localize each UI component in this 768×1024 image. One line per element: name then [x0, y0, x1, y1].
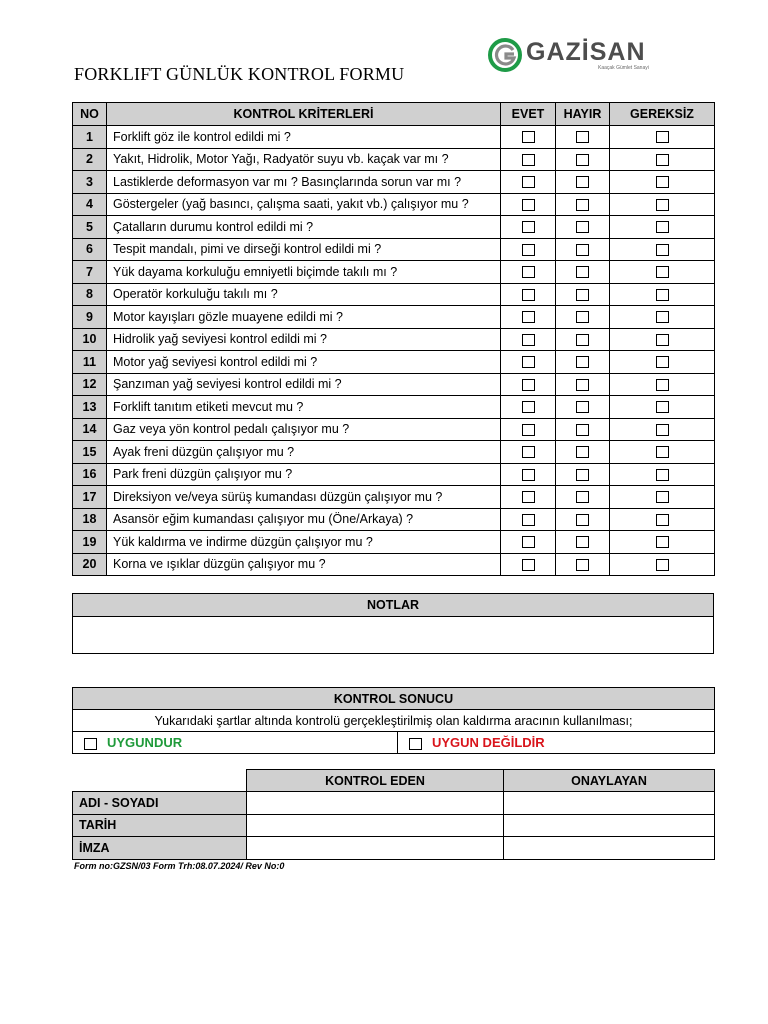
- row-question: Forklift tanıtım etiketi mevcut mu ?: [107, 396, 501, 419]
- no-checkbox[interactable]: [576, 334, 589, 346]
- row-no-cell: [556, 531, 610, 554]
- not-needed-checkbox[interactable]: [656, 311, 669, 323]
- yes-checkbox[interactable]: [522, 514, 535, 526]
- row-na-cell: [610, 486, 715, 509]
- yes-checkbox[interactable]: [522, 401, 535, 413]
- not-needed-checkbox[interactable]: [656, 536, 669, 548]
- row-question: Forklift göz ile kontrol edildi mi ?: [107, 126, 501, 149]
- row-yes-cell: [501, 238, 556, 261]
- row-na-cell: [610, 441, 715, 464]
- row-number: 16: [73, 463, 107, 486]
- no-checkbox[interactable]: [576, 446, 589, 458]
- ok-checkbox[interactable]: [84, 738, 97, 750]
- checklist-row: [73, 396, 715, 419]
- row-yes-cell: [501, 486, 556, 509]
- row-question: Korna ve ışıklar düzgün çalışıyor mu ?: [107, 553, 501, 576]
- row-na-cell: [610, 238, 715, 261]
- row-no-cell: [556, 238, 610, 261]
- row-no-cell: [556, 486, 610, 509]
- checklist-row: [73, 373, 715, 396]
- result-table: [72, 687, 715, 754]
- checklist-row: [73, 306, 715, 329]
- row-question: Asansör eğim kumandası çalışıyor mu (Öne/Arkaya) ?: [107, 508, 501, 531]
- yes-checkbox[interactable]: [522, 199, 535, 211]
- row-yes-cell: [501, 531, 556, 554]
- row-number: 2: [73, 148, 107, 171]
- row-yes-cell: [501, 396, 556, 419]
- no-checkbox[interactable]: [576, 244, 589, 256]
- row-question: Yük dayama korkuluğu emniyetli biçimde takılı mı ?: [107, 261, 501, 284]
- row-number: 20: [73, 553, 107, 576]
- signature-table: [72, 769, 715, 860]
- row-no-cell: [556, 216, 610, 239]
- row-number: 6: [73, 238, 107, 261]
- no-checkbox[interactable]: [576, 221, 589, 233]
- row-number: 4: [73, 193, 107, 216]
- no-checkbox[interactable]: [576, 536, 589, 548]
- not-needed-checkbox[interactable]: [656, 289, 669, 301]
- no-checkbox[interactable]: [576, 131, 589, 143]
- row-na-cell: [610, 373, 715, 396]
- row-number: 7: [73, 261, 107, 284]
- row-question: Yük kaldırma ve indirme düzgün çalışıyor mu ?: [107, 531, 501, 554]
- yes-checkbox[interactable]: [522, 266, 535, 278]
- checklist-row: [73, 171, 715, 194]
- no-checkbox[interactable]: [576, 469, 589, 481]
- row-number: 11: [73, 351, 107, 374]
- row-question: Ayak freni düzgün çalışıyor mu ?: [107, 441, 501, 464]
- result-header: KONTROL SONUCU: [73, 688, 715, 710]
- inspector-header: KONTROL EDEN: [247, 770, 504, 792]
- approver-date-field[interactable]: [504, 814, 715, 837]
- row-question: Göstergeler (yağ basıncı, çalışma saati, yakıt vb.) çalışıyor mu ?: [107, 193, 501, 216]
- ok-label: UYGUNDUR: [107, 735, 183, 750]
- yes-checkbox[interactable]: [522, 221, 535, 233]
- yes-checkbox[interactable]: [522, 289, 535, 301]
- row-no-cell: [556, 283, 610, 306]
- row-number: 17: [73, 486, 107, 509]
- row-na-cell: [610, 508, 715, 531]
- row-na-cell: [610, 193, 715, 216]
- logo-tagline: Kaaçak Gümlet Sanayi: [598, 65, 649, 71]
- row-yes-cell: [501, 463, 556, 486]
- col-header-yes: EVET: [501, 103, 556, 126]
- checklist-table: [72, 102, 715, 576]
- row-yes-cell: [501, 328, 556, 351]
- row-number: 19: [73, 531, 107, 554]
- not-needed-checkbox[interactable]: [656, 244, 669, 256]
- yes-checkbox[interactable]: [522, 356, 535, 368]
- row-question: Çatalların durumu kontrol edildi mi ?: [107, 216, 501, 239]
- approver-signature-field[interactable]: [504, 837, 715, 860]
- row-no-cell: [556, 261, 610, 284]
- checklist-row: [73, 508, 715, 531]
- not-needed-checkbox[interactable]: [656, 176, 669, 188]
- row-no-cell: [556, 441, 610, 464]
- not-ok-label: UYGUN DEĞİLDİR: [432, 735, 545, 750]
- row-no-cell: [556, 553, 610, 576]
- yes-checkbox[interactable]: [522, 131, 535, 143]
- row-number: 18: [73, 508, 107, 531]
- no-checkbox[interactable]: [576, 266, 589, 278]
- row-yes-cell: [501, 148, 556, 171]
- no-checkbox[interactable]: [576, 491, 589, 503]
- checklist-row: [73, 328, 715, 351]
- form-footer: Form no:GZSN/03 Form Trh:08.07.2024/ Rev No:0: [74, 861, 285, 871]
- checklist-row: [73, 283, 715, 306]
- no-checkbox[interactable]: [576, 154, 589, 166]
- row-yes-cell: [501, 283, 556, 306]
- row-number: 15: [73, 441, 107, 464]
- not-needed-checkbox[interactable]: [656, 379, 669, 391]
- row-question: Şanzıman yağ seviyesi kontrol edildi mi ?: [107, 373, 501, 396]
- yes-checkbox[interactable]: [522, 379, 535, 391]
- not-needed-checkbox[interactable]: [656, 424, 669, 436]
- no-checkbox[interactable]: [576, 424, 589, 436]
- row-no-cell: [556, 351, 610, 374]
- yes-checkbox[interactable]: [522, 311, 535, 323]
- yes-checkbox[interactable]: [522, 154, 535, 166]
- yes-checkbox[interactable]: [522, 334, 535, 346]
- not-needed-checkbox[interactable]: [656, 469, 669, 481]
- inspector-date-field[interactable]: [247, 814, 504, 837]
- row-question: Hidrolik yağ seviyesi kontrol edildi mi ?: [107, 328, 501, 351]
- row-number: 13: [73, 396, 107, 419]
- row-no-cell: [556, 328, 610, 351]
- row-yes-cell: [501, 193, 556, 216]
- checklist-row: [73, 553, 715, 576]
- no-checkbox[interactable]: [576, 559, 589, 571]
- row-number: 9: [73, 306, 107, 329]
- checklist-row: [73, 193, 715, 216]
- row-no-cell: [556, 148, 610, 171]
- row-na-cell: [610, 283, 715, 306]
- no-checkbox[interactable]: [576, 176, 589, 188]
- signature-label: İMZA: [73, 837, 247, 860]
- row-question: Motor kayışları gözle muayene edildi mi ?: [107, 306, 501, 329]
- row-question: Motor yağ seviyesi kontrol edildi mi ?: [107, 351, 501, 374]
- row-number: 5: [73, 216, 107, 239]
- no-checkbox[interactable]: [576, 514, 589, 526]
- row-na-cell: [610, 261, 715, 284]
- checklist-row: [73, 216, 715, 239]
- row-no-cell: [556, 373, 610, 396]
- row-na-cell: [610, 126, 715, 149]
- row-yes-cell: [501, 261, 556, 284]
- row-no-cell: [556, 193, 610, 216]
- checklist-row: [73, 486, 715, 509]
- row-yes-cell: [501, 373, 556, 396]
- not-needed-checkbox[interactable]: [656, 154, 669, 166]
- no-checkbox[interactable]: [576, 356, 589, 368]
- checklist-row: [73, 126, 715, 149]
- row-no-cell: [556, 463, 610, 486]
- row-number: 12: [73, 373, 107, 396]
- row-number: 10: [73, 328, 107, 351]
- result-option-not-ok: [398, 732, 715, 754]
- no-checkbox[interactable]: [576, 289, 589, 301]
- row-number: 1: [73, 126, 107, 149]
- row-na-cell: [610, 396, 715, 419]
- checklist-header-row: [73, 103, 715, 126]
- not-needed-checkbox[interactable]: [656, 221, 669, 233]
- checklist-row: [73, 238, 715, 261]
- not-needed-checkbox[interactable]: [656, 334, 669, 346]
- row-number: 14: [73, 418, 107, 441]
- not-needed-checkbox[interactable]: [656, 559, 669, 571]
- notes-header: NOTLAR: [73, 594, 714, 617]
- checklist-row: [73, 531, 715, 554]
- col-header-not-needed: GEREKSİZ: [610, 103, 715, 126]
- notes-table: [72, 593, 714, 654]
- row-yes-cell: [501, 216, 556, 239]
- row-na-cell: [610, 216, 715, 239]
- name-label: ADI - SOYADI: [73, 792, 247, 815]
- row-yes-cell: [501, 553, 556, 576]
- signature-corner: [73, 770, 247, 792]
- not-needed-checkbox[interactable]: [656, 199, 669, 211]
- row-no-cell: [556, 418, 610, 441]
- no-checkbox[interactable]: [576, 401, 589, 413]
- row-number: 8: [73, 283, 107, 306]
- yes-checkbox[interactable]: [522, 424, 535, 436]
- no-checkbox[interactable]: [576, 199, 589, 211]
- checklist-row: [73, 148, 715, 171]
- no-checkbox[interactable]: [576, 379, 589, 391]
- gazisan-logo-icon: [488, 38, 522, 72]
- row-number: 3: [73, 171, 107, 194]
- approver-header: ONAYLAYAN: [504, 770, 715, 792]
- row-no-cell: [556, 171, 610, 194]
- yes-checkbox[interactable]: [522, 559, 535, 571]
- yes-checkbox[interactable]: [522, 244, 535, 256]
- row-na-cell: [610, 531, 715, 554]
- checklist-row: [73, 463, 715, 486]
- row-yes-cell: [501, 126, 556, 149]
- yes-checkbox[interactable]: [522, 176, 535, 188]
- row-na-cell: [610, 418, 715, 441]
- row-question: Gaz veya yön kontrol pedalı çalışıyor mu ?: [107, 418, 501, 441]
- row-question: Lastiklerde deformasyon var mı ? Basınçlarında sorun var mı ?: [107, 171, 501, 194]
- row-question: Direksiyon ve/veya sürüş kumandası düzgün çalışıyor mu ?: [107, 486, 501, 509]
- notes-area[interactable]: [73, 617, 714, 654]
- row-na-cell: [610, 171, 715, 194]
- yes-checkbox[interactable]: [522, 536, 535, 548]
- row-na-cell: [610, 328, 715, 351]
- company-logo: [486, 36, 662, 76]
- inspector-name-field[interactable]: [247, 792, 504, 815]
- checklist-row: [73, 351, 715, 374]
- col-header-no: NO: [73, 103, 107, 126]
- result-description: Yukarıdaki şartlar altında kontrolü gerçekleştirilmiş olan kaldırma aracının kullanılması;: [73, 710, 715, 732]
- not-ok-checkbox[interactable]: [409, 738, 422, 750]
- row-no-cell: [556, 126, 610, 149]
- date-label: TARİH: [73, 814, 247, 837]
- checklist-row: [73, 441, 715, 464]
- row-na-cell: [610, 553, 715, 576]
- row-no-cell: [556, 508, 610, 531]
- row-na-cell: [610, 351, 715, 374]
- row-yes-cell: [501, 418, 556, 441]
- row-na-cell: [610, 148, 715, 171]
- not-needed-checkbox[interactable]: [656, 401, 669, 413]
- row-question: Tespit mandalı, pimi ve dirseği kontrol edildi mi ?: [107, 238, 501, 261]
- form-title: FORKLIFT GÜNLÜK KONTROL FORMU: [74, 64, 405, 84]
- approver-name-field[interactable]: [504, 792, 715, 815]
- inspector-signature-field[interactable]: [247, 837, 504, 860]
- not-needed-checkbox[interactable]: [656, 491, 669, 503]
- col-header-criteria: KONTROL KRİTERLERİ: [107, 103, 501, 126]
- not-needed-checkbox[interactable]: [656, 266, 669, 278]
- not-needed-checkbox[interactable]: [656, 131, 669, 143]
- checklist-row: [73, 261, 715, 284]
- checklist-row: [73, 418, 715, 441]
- row-yes-cell: [501, 351, 556, 374]
- yes-checkbox[interactable]: [522, 446, 535, 458]
- result-option-ok: [73, 732, 398, 754]
- row-no-cell: [556, 306, 610, 329]
- col-header-no-answer: HAYIR: [556, 103, 610, 126]
- row-na-cell: [610, 463, 715, 486]
- not-needed-checkbox[interactable]: [656, 446, 669, 458]
- row-no-cell: [556, 396, 610, 419]
- row-question: Yakıt, Hidrolik, Motor Yağı, Radyatör suyu vb. kaçak var mı ?: [107, 148, 501, 171]
- yes-checkbox[interactable]: [522, 469, 535, 481]
- row-yes-cell: [501, 508, 556, 531]
- not-needed-checkbox[interactable]: [656, 514, 669, 526]
- row-question: Park freni düzgün çalışıyor mu ?: [107, 463, 501, 486]
- row-yes-cell: [501, 171, 556, 194]
- row-yes-cell: [501, 306, 556, 329]
- row-question: Operatör korkuluğu takılı mı ?: [107, 283, 501, 306]
- no-checkbox[interactable]: [576, 311, 589, 323]
- not-needed-checkbox[interactable]: [656, 356, 669, 368]
- yes-checkbox[interactable]: [522, 491, 535, 503]
- row-yes-cell: [501, 441, 556, 464]
- row-na-cell: [610, 306, 715, 329]
- logo-wordmark: GAZİSAN: [526, 38, 646, 66]
